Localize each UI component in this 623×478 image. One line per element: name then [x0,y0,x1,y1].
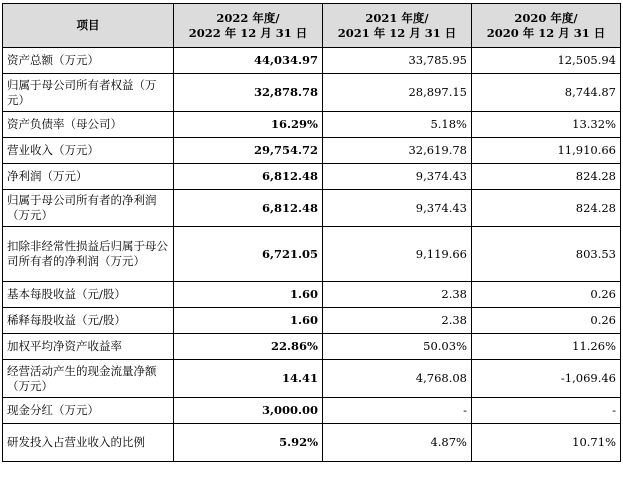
table-row [3,282,621,308]
header-item [3,4,174,48]
value-2022: 16.29% [174,112,323,138]
value-2022: 32,878.78 [174,74,323,112]
row-label: 资产总额（万元） [3,48,174,74]
table-row [3,138,621,164]
value-2020: 0.26 [472,282,621,308]
value-2020: 13.32% [472,112,621,138]
header-2020 [472,4,621,48]
row-label: 现金分红（万元） [3,398,174,424]
table-row [3,112,621,138]
row-label: 研发投入占营业收入的比例 [3,424,174,462]
row-label: 加权平均净资产收益率 [3,334,174,360]
table-row [3,308,621,334]
header-2022-line1: 2022 年度/ [216,10,280,25]
header-2021 [323,4,472,48]
row-label: 归属于母公司所有者权益（万元） [3,74,174,112]
value-2021: 9,374.43 [323,190,472,227]
value-2021: 32,619.78 [323,138,472,164]
table-row [3,360,621,398]
value-2021: 2.38 [323,308,472,334]
value-2022: 5.92% [174,424,323,462]
row-label: 基本每股收益（元/股） [3,282,174,308]
value-2020: 10.71% [472,424,621,462]
value-2020: 0.26 [472,308,621,334]
value-2022: 6,721.05 [174,227,323,282]
financial-table-container [2,3,621,462]
value-2020: 803.53 [472,227,621,282]
value-2021: 33,785.95 [323,48,472,74]
value-2022: 14.41 [174,360,323,398]
row-label: 营业收入（万元） [3,138,174,164]
value-2021: 4,768.08 [323,360,472,398]
value-2020: 824.28 [472,164,621,190]
value-2021: - [323,398,472,424]
value-2022: 29,754.72 [174,138,323,164]
value-2021: 28,897.15 [323,74,472,112]
header-2020-line2: 2020 年 12 月 31 日 [486,25,606,40]
table-row [3,164,621,190]
value-2022: 1.60 [174,282,323,308]
row-label: 稀释每股收益（元/股） [3,308,174,334]
row-label: 经营活动产生的现金流量净额（万元） [3,360,174,398]
value-2022: 6,812.48 [174,190,323,227]
row-label: 净利润（万元） [3,164,174,190]
value-2020: -1,069.46 [472,360,621,398]
row-label: 扣除非经常性损益后归属于母公司所有者的净利润（万元） [3,227,174,282]
value-2022: 6,812.48 [174,164,323,190]
value-2020: 12,505.94 [472,48,621,74]
value-2021: 50.03% [323,334,472,360]
table-row [3,227,621,282]
value-2022: 1.60 [174,308,323,334]
header-2022 [174,4,323,48]
header-2020-line1: 2020 年度/ [514,10,578,25]
header-item-label: 项目 [76,18,100,32]
table-row [3,424,621,462]
value-2021: 4.87% [323,424,472,462]
value-2020: 824.28 [472,190,621,227]
table-row [3,334,621,360]
value-2020: 11,910.66 [472,138,621,164]
value-2021: 5.18% [323,112,472,138]
table-row [3,190,621,227]
financial-data-table [2,3,621,462]
row-label: 归属于母公司所有者的净利润（万元） [3,190,174,227]
value-2020: - [472,398,621,424]
value-2022: 3,000.00 [174,398,323,424]
row-label: 资产负债率（母公司） [3,112,174,138]
header-2021-line2: 2021 年 12 月 31 日 [337,25,457,40]
value-2021: 2.38 [323,282,472,308]
header-2022-line2: 2022 年 12 月 31 日 [188,25,308,40]
value-2022: 22.86% [174,334,323,360]
table-row [3,398,621,424]
value-2021: 9,374.43 [323,164,472,190]
value-2020: 11.26% [472,334,621,360]
value-2022: 44,034.97 [174,48,323,74]
header-2021-line1: 2021 年度/ [365,10,429,25]
value-2020: 8,744.87 [472,74,621,112]
table-header-row [3,4,621,48]
table-row [3,48,621,74]
table-row [3,74,621,112]
value-2021: 9,119.66 [323,227,472,282]
